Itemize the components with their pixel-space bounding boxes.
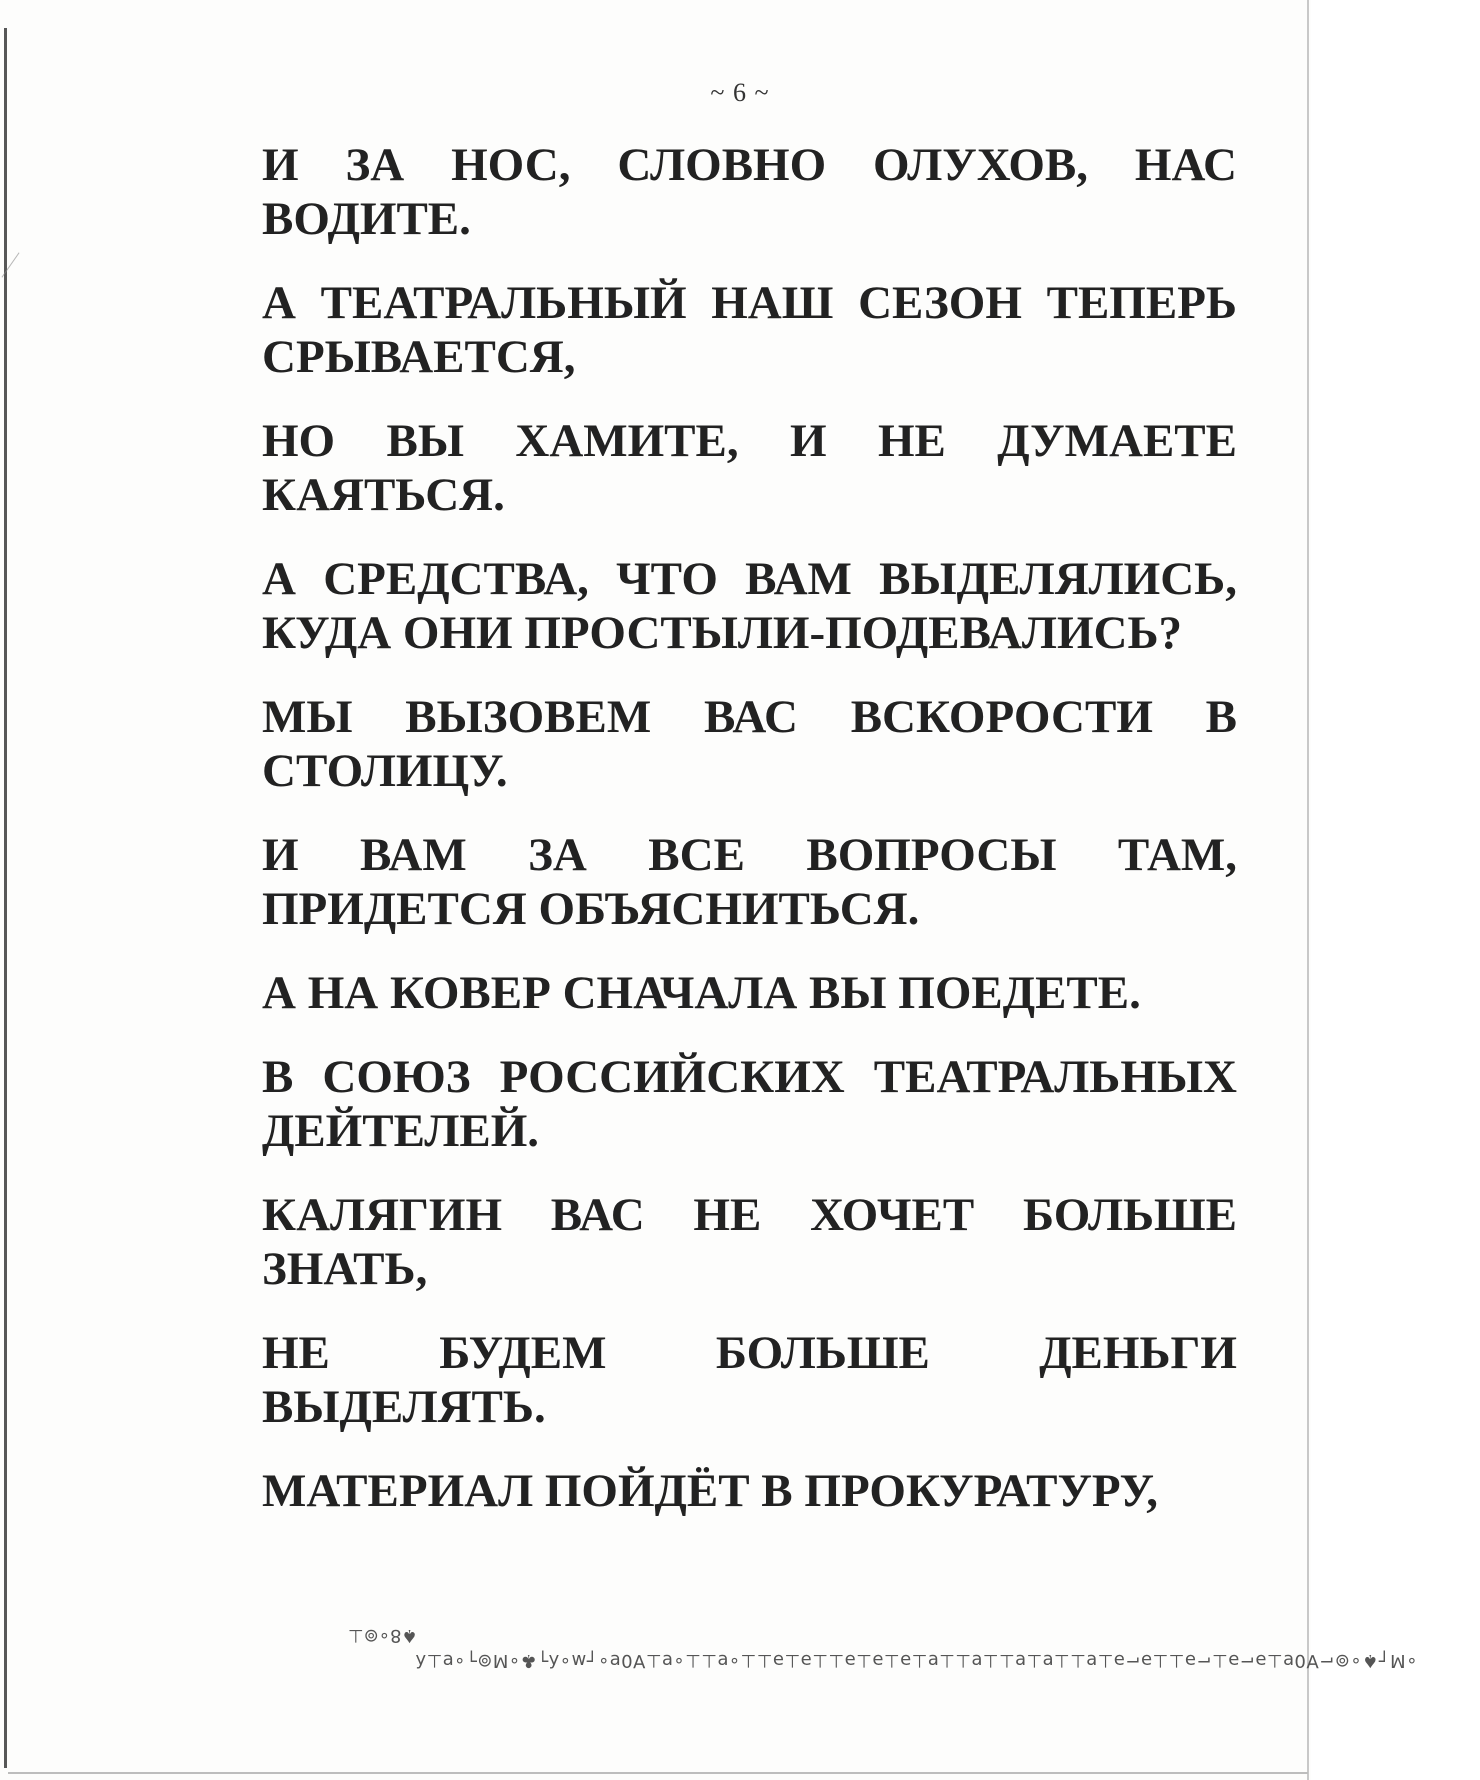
stanza: МЫ ВЫЗОВЕМ ВАС ВСКОРОСТИ В СТОЛИЦУ. <box>262 691 1237 797</box>
stanza: А ТЕАТРАЛЬНЫЙ НАШ СЕЗОН ТЕПЕРЬ СРЫВАЕТСЯ, <box>262 277 1237 383</box>
stanza: И ВАМ ЗА ВСЕ ВОПРОСЫ ТАМ, ПРИДЕТСЯ ОБЪЯСНИТЬСЯ. <box>262 829 1237 935</box>
stanza: А НА КОВЕР СНАЧАЛА ВЫ ПОЕДЕТЕ. <box>262 967 1141 1019</box>
stanza: МАТЕРИАЛ ПОЙДЁТ В ПРОКУРАТУРУ, <box>262 1465 1159 1517</box>
scan-left-edge <box>4 28 7 1768</box>
stanza: НО ВЫ ХАМИТЕ, И НЕ ДУМАЕТЕ КАЯТЬСЯ. <box>262 415 1237 521</box>
stanza: КАЛЯГИН ВАС НЕ ХОЧЕТ БОЛЬШЕ ЗНАТЬ, <box>262 1189 1237 1295</box>
stanza: НЕ БУДЕМ БОЛЬШЕ ДЕНЬГИ ВЫДЕЛЯТЬ. <box>262 1327 1237 1433</box>
printer-artifact-line: ♠8∘⊚⊥ <box>348 1625 418 1646</box>
page-number: ~ 6 ~ <box>710 78 770 107</box>
stanza: И ЗА НОС, СЛОВНО ОЛУХОВ, НАС ВОДИТЕ. <box>262 139 1237 245</box>
printer-artifact-line: ∘M┌♠∘⊚⌐∀0ɐ⊥ǝ⌐ǝ⊥⌐ǝ⊥⊥ǝ⌐ǝ⊥ɐ⊥⊥ɐ⊥ɐ⊥⊥ɐ⊥⊥ɐ⊥ǝ⊥ǝ⊥ǝ⊥⊥ǝ⊥ǝ⊥⊥∘ɐ⊥⊥∘ɐ⊥∀0ɐ∘┌ʍ∘ʎ┐♣∘M⊚┐∘ɐ⊥ʎ <box>415 1650 1418 1671</box>
poem-text <box>262 138 1237 1548</box>
scan-bottom-edge <box>8 1772 1308 1774</box>
scan-right-edge <box>1307 0 1309 1780</box>
stanza: А СРЕДСТВА, ЧТО ВАМ ВЫДЕЛЯЛИСЬ, КУДА ОНИ ПРОСТЫЛИ-ПОДЕВАЛИСЬ? <box>262 553 1237 659</box>
stanza: В СОЮЗ РОССИЙСКИХ ТЕАТРАЛЬНЫХ ДЕЙТЕЛЕЙ. <box>262 1051 1237 1157</box>
